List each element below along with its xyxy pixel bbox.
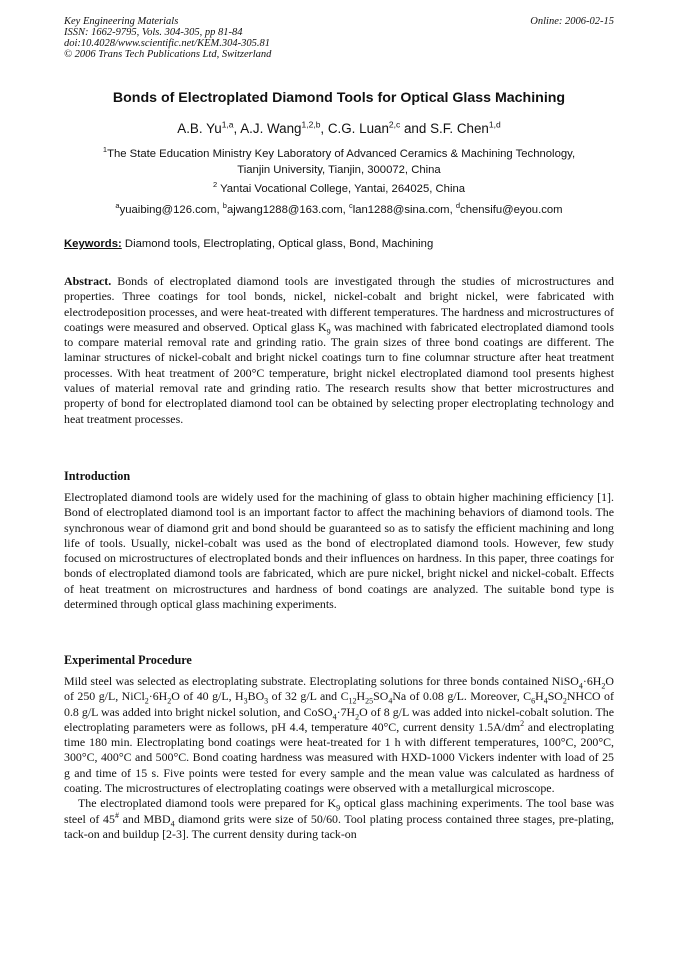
email-link[interactable]: ajwang1288@163.com — [226, 204, 343, 216]
copyright-line: © 2006 Trans Tech Publications Ltd, Switzerland — [64, 49, 272, 60]
introduction-body — [64, 490, 614, 612]
abstract-label: Abstract. — [64, 274, 112, 288]
author-name: S.F. Chen — [430, 121, 489, 136]
online-date: Online: 2006-02-15 — [530, 16, 614, 27]
issn-line: ISSN: 1662-9795, Vols. 304-305, pp 81-84 — [64, 27, 243, 38]
affiliation-line: Yantai Vocational College, Yantai, 264025, China — [220, 183, 466, 195]
email-list: $^a$yuaibing@126.com, $^b$ajwang1288@163.com, $^c$lan1288@sina.com, $^d$chensifu@eyou.com — [115, 201, 563, 216]
affiliation-line: Tianjin University, Tianjin, 300072, China — [237, 163, 441, 176]
email-sup: c — [348, 201, 353, 211]
affiliation-sup: 1 — [102, 145, 108, 155]
email-sup: a — [115, 201, 120, 211]
author-sup: 1,d — [488, 119, 501, 130]
abstract-text: was machined with fabricated electroplated diamond tools to compare material removal rate and grinding ratio. The grain sizes of three bond coatings are different. The laminar structures of nickel-cobalt and bright nickel coatings turn to fine columnar structure after heat treatment processes. With heat treatment of 200°C temperature, bright nickel electroplated diamond tool presents highest values of material removal rate and grinding ratio. The research results show that better microstructures and property of bond for electroplated diamond tool can be obtained by selecting proper electroplating technology and heat treatment processes. — [64, 319, 615, 426]
keywords-text: Diamond tools, Electroplating, Optical glass, Bond, Machining — [124, 238, 434, 250]
journal-header — [64, 16, 271, 60]
email-link[interactable]: chensifu@eyou.com — [460, 204, 563, 216]
keywords-label: Keywords: — [64, 238, 122, 250]
paper-title: Bonds of Electroplated Diamond Tools for Optical Glass Machining — [112, 90, 566, 106]
affiliation-1 — [40, 147, 638, 178]
author-sup: 1,2,b — [301, 119, 321, 130]
author-name: C.G. Luan — [327, 121, 389, 136]
author-name: A.B. Yu — [177, 121, 222, 136]
affiliation-line: The State Education Ministry Key Laboratory of Advanced Ceramics & Machining Technology, — [107, 148, 576, 160]
affiliation-2 — [40, 182, 638, 198]
email-link[interactable]: lan1288@sina.com — [352, 204, 450, 216]
paragraph: Mild steel was selected as electroplating substrate. Electroplating solutions for three bonds contained $NiSO_4\cdot 6H_2O$ of 250 g/L, $NiCl_2\cdot 6H_2O$ of 40 g/L, $H_3BO_3$ of 32 g/L and $C_{12}H_{25}SO_4Na$ of 0.08 g/L. Moreover, $C_6H_4SO_2NHCO$ of 0.8 g/L was added into bright nickel solution, and $CoSO_4\cdot 7H_2O$ of 8 g/L was added into nickel-cobalt solution. The electroplating parameters were as follows, pH 4.4, temperature 40°C, current density $1.5A/dm^2$ and electroplating time 180 min. Electroplating bond coatings were heat-treated for 1 h with different temperatures, 100°C, 200°C, 300°C, 400°C and 500°C. Bond coating hardness was measured with HXD-1000 Vickers indenter with load of 25 g and time of 15 s. Five points were tested for every sample and the mean value was calculated as hardness of coating. The microstructures of electroplating coatings were observed with a metallurgical microscope. — [64, 674, 614, 796]
email-link[interactable]: yuaibing@126.com — [119, 204, 217, 216]
experimental-body — [64, 674, 614, 842]
email-sup: d — [455, 201, 461, 211]
affiliation-sup: 2 — [212, 180, 218, 190]
author-sup: 2,c — [388, 119, 401, 130]
journal-name: Key Engineering Materials — [64, 16, 179, 27]
keywords — [64, 238, 624, 250]
abstract-text: Bonds of electroplated diamond tools are investigated through the studies of microstructures and properties. Three coatings for tool bonds, nickel, nickel-cobalt and bright nickel, were fabricated with electrodeposition processes, and were heat-treated with different temperatures. The hardness and microstructures of coatings were measured and observed. Optical glass K — [64, 274, 614, 334]
abstract-sub: 9 — [326, 327, 331, 337]
introduction-heading: Introduction — [64, 469, 131, 483]
abstract — [64, 274, 614, 427]
author-name: A.J. Wang — [240, 121, 302, 136]
email-sup: b — [222, 201, 227, 211]
paragraph: The electroplated diamond tools were prepared for $K_9$ optical glass machining experiments. The tool base was steel of 45# and $MBD_4$ diamond grits were size of 50/60. Tool plating process contained three stages, pre-plating, tack-on and buildup [2-3]. The current density during tack-on — [64, 796, 614, 841]
experimental-heading: Experimental Procedure — [64, 653, 192, 667]
author-list: A.B. Yu$^{1,a}$, A.J. Wang$^{1,2,b}$, C.G. Luan$^{2,c}$ and S.F. Chen$^{1,d}$ — [177, 119, 501, 136]
author-sup: 1,a — [221, 119, 234, 130]
doi-line[interactable]: doi:10.4028/www.scientific.net/KEM.304-305.81 — [64, 38, 270, 49]
paragraph: Electroplated diamond tools are widely used for the machining of glass to obtain higher machining efficiency [1]. Bond of electroplated diamond tool is an important factor to affect the machining behaviors of diamond tools. The synchronous wear of diamond grit and bond should be guaranteed so as to satisfy the efficient machining and long life of tools. Usually, nickel-cobalt was used as the bond of electroplated diamond tools. However, few study focused on microstructures of electroplated bonds and their influences on hardness. In this paper, three coatings for bonds of electroplated diamond tools are fabricated, which are pure nickel, bright nickel and nickel-cobalt. Effects of heat treatment on microstructures and hardness of bond coatings are analyzed. The suitable bond type is determined through optical glass machining experiments. — [64, 490, 614, 612]
